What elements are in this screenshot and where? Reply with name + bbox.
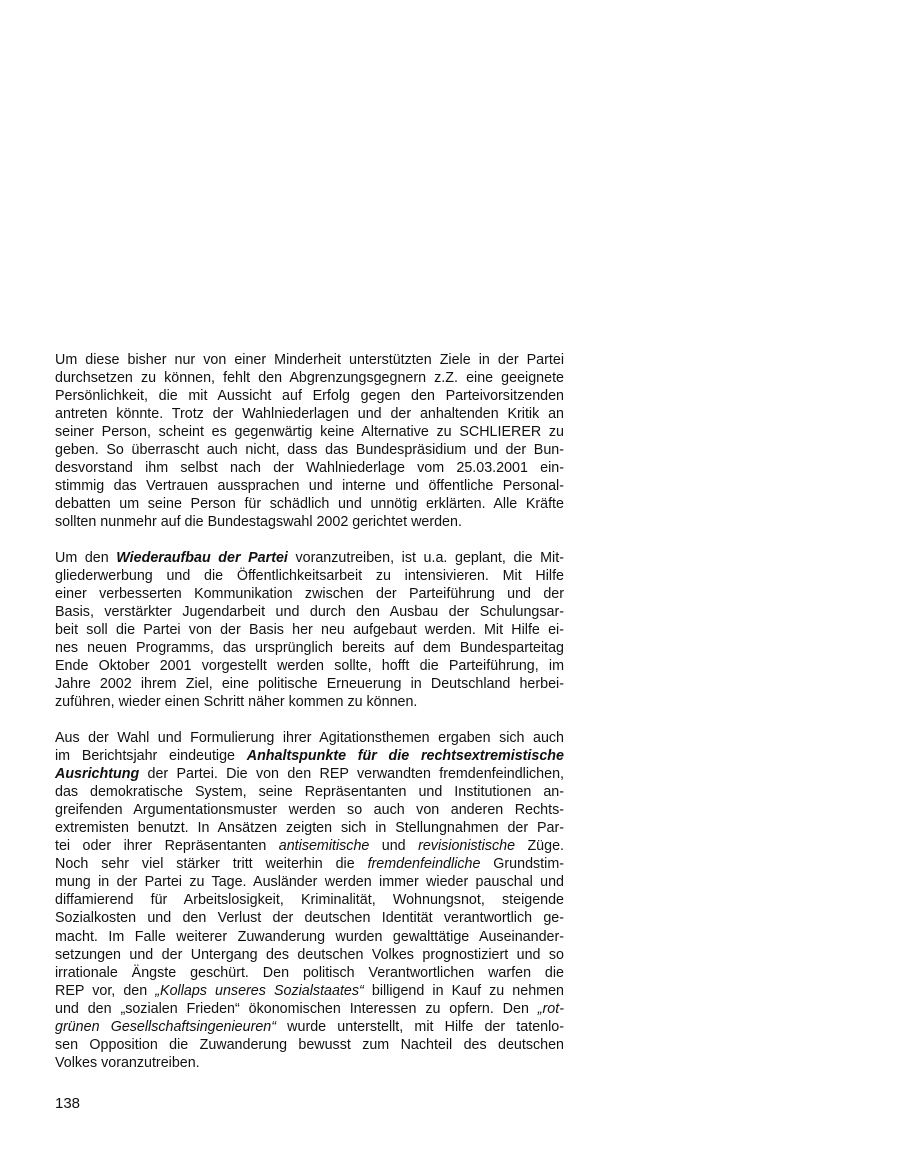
emphasis-text: Wiederaufbau der Partei [116,550,288,566]
text-line: extremisten benutzt. In Ansätzen zeigten sich in Stellungnahmen der Par- [55,820,564,837]
text-line: antreten könnte. Trotz der Wahlniederlagen und der anhaltenden Kritik an [55,406,564,423]
italic-text: „rot- [537,1000,564,1017]
text-line: durchsetzen zu können, fehlt den Abgrenzungsgegnern z.Z. eine geeignete [55,370,564,387]
text-line: sollten nunmehr auf die Bundestagswahl 2002 gerichtet werden. [55,514,462,531]
text-run: tei oder ihrer Repräsentanten [55,838,279,855]
text-line [55,982,564,1000]
italic-text: revisionistische [418,838,516,855]
paragraph-2 [55,549,564,711]
text-run: Grundstim- [480,856,564,873]
text-line: gliederwerbung und die Öffentlichkeitsarbeit zu intensivieren. Mit Hilfe [55,568,564,585]
text-line: Volkes voranzutreiben. [55,1054,200,1071]
text-line: Jahre 2002 ihrem Ziel, eine politische Erneuerung in Deutschland herbei- [55,676,564,693]
text-line: seiner Person, scheint es gegenwärtig keine Alternative zu SCHLIERER zu [55,424,564,441]
text-line [55,855,564,873]
text-line: diffamierend für Arbeitslosigkeit, Kriminalität, Wohnungsnot, steigende [55,892,564,909]
text-line: desvorstand ihm selbst nach der Wahlniederlage vom 25.03.2001 ein- [55,460,564,477]
text-run: und den „sozialen Frieden“ ökonomischen Interessen zu opfern. Den [55,1000,538,1017]
text-line: einer verbesserten Kommunikation zwischen der Parteiführung und der [55,586,564,603]
text-run: Um den [55,550,117,566]
text-line: Basis, verstärkter Jugendarbeit und durch den Ausbau der Schulungsar- [55,604,564,621]
text-line: Persönlichkeit, die mit Aussicht auf Erfolg gegen den Parteivorsitzenden [55,388,564,405]
text-line [55,765,564,783]
text-line: Aus der Wahl und Formulierung ihrer Agitationsthemen ergaben sich auch [55,730,564,746]
text-run: der Partei. Die von den REP verwandten fremdenfeindlichen, [139,766,564,783]
text-line: mung in der Partei zu Tage. Ausländer werden immer wieder pauschal und [55,874,564,891]
text-line: greifenden Argumentationsmuster werden so auch von anderen Rechts- [55,802,564,819]
italic-text: antisemitische [278,838,370,855]
paragraph-1 [55,351,564,531]
text-line [55,1000,564,1018]
italic-text: „Kollaps unseres Sozialstaates“ [155,982,364,999]
text-run: Noch sehr viel stärker tritt weiterhin die [55,856,368,873]
text-line [55,747,564,765]
text-run: REP vor, den [55,982,156,999]
paragraph-3 [55,729,564,1072]
text-run: voranzutreiben, ist u.a. geplant, die Mit- [287,550,564,566]
text-line: irrationale Ängste geschürt. Den politisch Verantwortlichen warfen die [55,964,564,981]
text-line: Ende Oktober 2001 vorgestellt werden sollte, hofft die Parteiführung, im [55,658,564,675]
text-line: zuführen, wieder einen Schritt näher kommen zu können. [55,694,418,711]
text-line: stimmig das Vertrauen aussprachen und interne und öffentliche Personal- [55,478,564,495]
emphasis-text: Ausrichtung [55,766,140,783]
text-line [55,1018,564,1036]
text-line [55,549,564,567]
text-run: im Berichtsjahr eindeutige [55,748,247,765]
text-line: beit soll die Partei von der Basis her neu aufgebaut werden. Mit Hilfe ei- [55,622,564,639]
text-line: nes neuen Programms, das ursprünglich bereits auf dem Bundesparteitag [55,640,564,657]
emphasis-text: Anhaltspunkte für die rechtsextremistische [246,748,564,765]
text-line: setzungen und der Untergang des deutschen Volkes prognostiziert und so [55,946,564,963]
text-run: und [369,838,419,855]
text-line: Sozialkosten und den Verlust der deutschen Identität verantwortlich ge- [55,910,564,927]
text-line: das demokratische System, seine Repräsentanten und Institutionen an- [55,784,564,801]
text-run: wurde unterstellt, mit Hilfe der tatenlo- [276,1018,564,1035]
text-line: debatten um seine Person für schädlich und unnötig erklärten. Alle Kräfte [55,496,564,513]
text-run: Züge. [515,838,564,855]
text-line: macht. Im Falle weiterer Zuwanderung wurden gewalttätige Auseinander- [55,928,564,945]
text-line: geben. So überrascht auch nicht, dass das Bundespräsidium und der Bun- [55,442,564,459]
page-number: 138 [55,1095,81,1112]
text-line [55,837,564,855]
italic-text: grünen Gesellschaftsingenieuren“ [55,1018,276,1035]
text-run: billigend in Kauf zu nehmen [363,982,564,999]
text-line: sen Opposition die Zuwanderung bewusst zum Nachteil des deutschen [55,1036,564,1053]
italic-text: fremdenfeindliche [367,856,481,873]
text-line: Um diese bisher nur von einer Minderheit unterstützten Ziele in der Partei [55,352,564,368]
